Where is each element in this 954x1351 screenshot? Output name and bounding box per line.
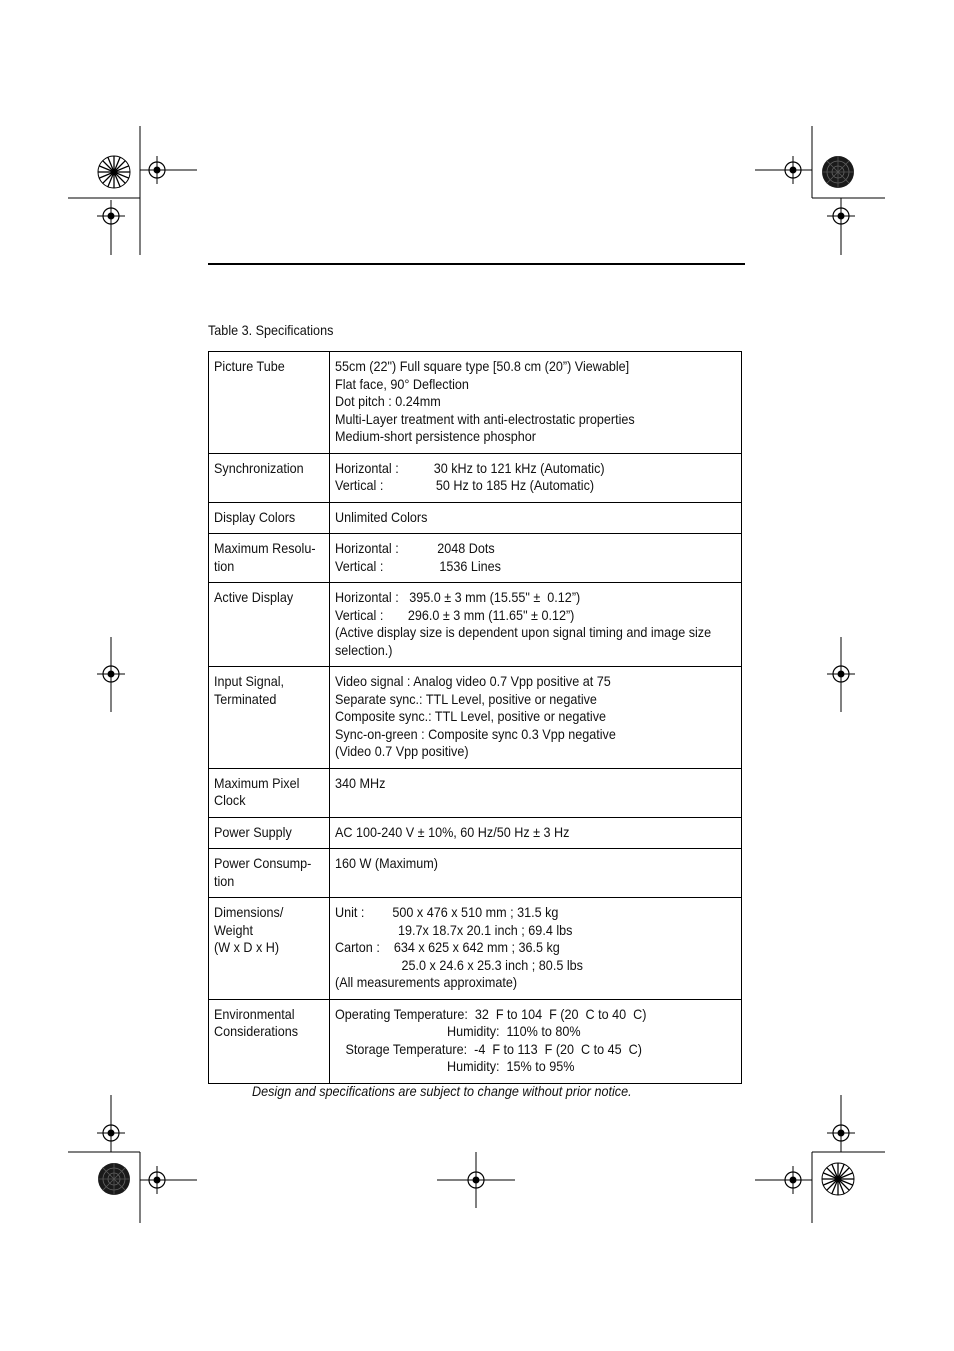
- table-row: [209, 534, 742, 583]
- spec-label-line: Terminated: [214, 690, 277, 707]
- table-row: [209, 453, 742, 502]
- spec-value-line: Vertical : 50 Hz to 185 Hz (Automatic): [335, 477, 595, 493]
- spec-value-line: Flat face, 90° Deflection: [335, 375, 469, 392]
- spec-value-line: Separate sync.: TTL Level, positive or negative: [335, 690, 597, 707]
- specifications-table: [208, 351, 742, 1084]
- spec-label-line: tion: [214, 872, 235, 889]
- spec-label-cell: [209, 453, 330, 502]
- specifications-table-body: [209, 352, 742, 1084]
- spec-value-cell: [330, 583, 742, 667]
- spec-label-line: Power Consump-: [214, 855, 312, 871]
- header-rule: [208, 263, 745, 265]
- spec-value-line: Medium-short persistence phosphor: [335, 428, 537, 444]
- spec-label-cell: [209, 849, 330, 898]
- spec-label-line: (W x D x H): [214, 939, 280, 955]
- table-row: [209, 768, 742, 817]
- spec-label-cell: [209, 898, 330, 1000]
- spec-label-line: Maximum Resolu-: [214, 540, 316, 556]
- spec-label-line: Input Signal,: [214, 673, 285, 689]
- spec-value-line: AC 100-240 V ± 10%, 60 Hz/50 Hz ± 3 Hz: [335, 823, 570, 840]
- spec-label-line: Display Colors: [214, 508, 296, 525]
- spec-value-line: Horizontal : 395.0 ± 3 mm (15.55" ± 0.12”): [335, 589, 581, 605]
- spec-label-line: Maximum Pixel: [214, 774, 300, 791]
- table-row: [209, 583, 742, 667]
- spec-value-line: Vertical : 296.0 ± 3 mm (11.65" ± 0.12”): [335, 606, 575, 623]
- spec-value-line: Operating Temperature: 32 F to 104 F (20 C to 40 C): [335, 1005, 647, 1022]
- spec-value-line: Multi-Layer treatment with anti-electrostatic properties: [335, 410, 635, 427]
- spec-label-cell: [209, 502, 330, 534]
- table-row: [209, 817, 742, 849]
- spec-label-cell: [209, 817, 330, 849]
- spec-value-line: Dot pitch : 0.24mm: [335, 393, 441, 409]
- spec-label-line: Weight: [214, 921, 253, 938]
- spec-value-cell: [330, 352, 742, 454]
- spec-label-cell: [209, 352, 330, 454]
- table-row: [209, 352, 742, 454]
- table-row: [209, 898, 742, 1000]
- spec-value-cell: [330, 999, 742, 1083]
- spec-value-line: Carton : 634 x 625 x 642 mm ; 36.5 kg: [335, 939, 560, 955]
- spec-value-line: (Video 0.7 Vpp positive): [335, 743, 469, 759]
- spec-value-line: (All measurements approximate): [335, 974, 518, 990]
- spec-value-line: Composite sync.: TTL Level, positive or negative: [335, 708, 607, 724]
- spec-label-line: Clock: [214, 792, 246, 808]
- spec-label-line: Dimensions/: [214, 904, 284, 920]
- spec-value-cell: [330, 817, 742, 849]
- table-row: [209, 849, 742, 898]
- spec-label-cell: [209, 583, 330, 667]
- spec-value-line: Vertical : 1536 Lines: [335, 557, 501, 574]
- spec-value-cell: [330, 768, 742, 817]
- table-row: [209, 502, 742, 534]
- spec-value-cell: [330, 534, 742, 583]
- spec-value-line: Sync-on-green : Composite sync 0.3 Vpp negative: [335, 725, 616, 742]
- spec-value-line: 340 MHz: [335, 774, 386, 791]
- spec-value-line: Horizontal : 30 kHz to 121 kHz (Automatic): [335, 459, 605, 476]
- spec-value-line: Humidity: 15% to 95%: [335, 1058, 575, 1074]
- spec-value-line: 25.0 x 24.6 x 25.3 inch ; 80.5 lbs: [335, 956, 583, 973]
- spec-value-line: 160 W (Maximum): [335, 855, 438, 871]
- spec-label-cell: [209, 768, 330, 817]
- spec-value-cell: [330, 667, 742, 769]
- table-row: [209, 667, 742, 769]
- spec-label-cell: [209, 534, 330, 583]
- spec-value-cell: [330, 898, 742, 1000]
- spec-label-cell: [209, 999, 330, 1083]
- spec-label-line: Considerations: [214, 1023, 299, 1039]
- spec-label-line: Environmental: [214, 1005, 295, 1022]
- spec-value-line: 19.7x 18.7x 20.1 inch ; 69.4 lbs: [335, 921, 573, 938]
- spec-value-line: Humidity: 110% to 80%: [335, 1023, 581, 1039]
- table-caption: Table 3. Specifications: [208, 322, 334, 338]
- table-row: [209, 999, 742, 1083]
- footnote: Design and specifications are subject to change without prior notice.: [252, 1083, 632, 1099]
- spec-value-line: selection.): [335, 641, 393, 658]
- spec-label-cell: [209, 667, 330, 769]
- spec-value-line: 55cm (22") Full square type [50.8 cm (20”) Viewable]: [335, 358, 630, 374]
- spec-label-line: Synchronization: [214, 459, 304, 476]
- spec-value-line: Video signal : Analog video 0.7 Vpp positive at 75: [335, 673, 611, 689]
- spec-value-cell: [330, 849, 742, 898]
- spec-label-line: Picture Tube: [214, 358, 285, 374]
- spec-label-line: tion: [214, 557, 235, 574]
- spec-value-cell: [330, 502, 742, 534]
- spec-value-line: Unlimited Colors: [335, 508, 428, 525]
- spec-label-line: Active Display: [214, 589, 294, 605]
- spec-value-line: Horizontal : 2048 Dots: [335, 540, 495, 556]
- spec-value-line: Storage Temperature: -4 F to 113 F (20 C to 45 C): [335, 1040, 642, 1057]
- spec-value-line: (Active display size is dependent upon signal timing and image size: [335, 624, 712, 640]
- spec-value-cell: [330, 453, 742, 502]
- spec-label-line: Power Supply: [214, 823, 292, 840]
- spec-value-line: Unit : 500 x 476 x 510 mm ; 31.5 kg: [335, 904, 559, 920]
